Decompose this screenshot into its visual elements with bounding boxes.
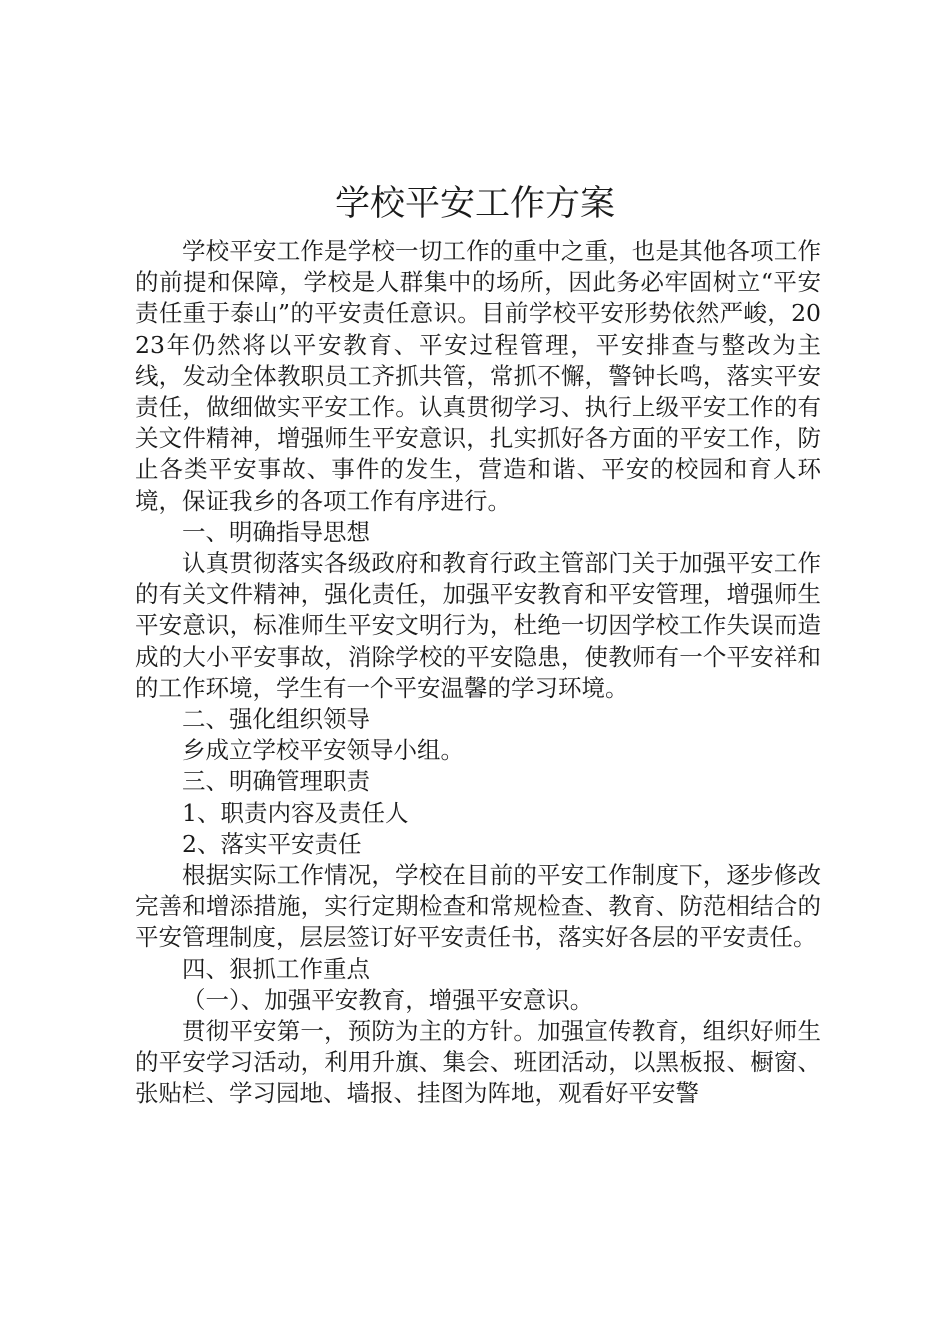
section-heading-responsibilities: 三、明确管理职责	[182, 767, 370, 796]
document-title: 学校平安工作方案	[334, 184, 615, 224]
responsibility-paragraph: 根据实际工作情况，学校在目前的平安工作制度下，逐步修改完善和增添措施，实行定期检查和常规检查、教育、防范相结合的平安管理制度，层层签订好平安责任书，落实好各层的平安责任。	[135, 861, 821, 952]
document-body	[135, 236, 821, 1110]
organization-line: 乡成立学校平安领导小组。	[182, 736, 464, 765]
subheading-safety-education: （一）、加强平安教育，增强平安意识。	[182, 985, 594, 1014]
subheading-implement-responsibility: 2、落实平安责任	[182, 829, 362, 858]
safety-education-paragraph: 贯彻平安第一，预防为主的方针。加强宣传教育，组织好师生的平安学习活动，利用升旗、集会、班团活动，以黑板报、橱窗、张贴栏、学习园地、墙报、挂图为阵地，观看好平安警	[135, 1017, 821, 1108]
section-heading-guiding-thought: 一、明确指导思想	[182, 517, 370, 546]
guiding-thought-paragraph: 认真贯彻落实各级政府和教育行政主管部门关于加强平安工作的有关文件精神，强化责任，加强平安教育和平安管理，增强师生平安意识，标准师生平安文明行为，杜绝一切因学校工作失误而造成的大小平安事故，消除学校的平安隐患，使教师有一个平安祥和的工作环境，学生有一个平安温馨的学习环境。	[135, 549, 821, 702]
section-heading-organization: 二、强化组织领导	[182, 705, 370, 734]
intro-paragraph: 学校平安工作是学校一切工作的重中之重，也是其他各项工作的前提和保障，学校是人群集中的场所，因此务必牢固树立“平安责任重于泰山”的平安责任意识。目前学校平安形势依然严峻，2023年仍然将以平安教育、平安过程管理，平安排查与整改为主线，发动全体教职员工齐抓共管，常抓不懈，警钟长鸣，落实平安责任，做细做实平安工作。认真贯彻学习、执行上级平安工作的有关文件精神，增强师生平安意识，扎实抓好各方面的平安工作，防止各类平安事故、事件的发生，营造和谐、平安的校园和育人环境，保证我乡的各项工作有序进行。	[135, 237, 821, 515]
subheading-duty-content: 1、职责内容及责任人	[182, 798, 409, 827]
section-heading-key-work: 四、狠抓工作重点	[182, 954, 370, 983]
